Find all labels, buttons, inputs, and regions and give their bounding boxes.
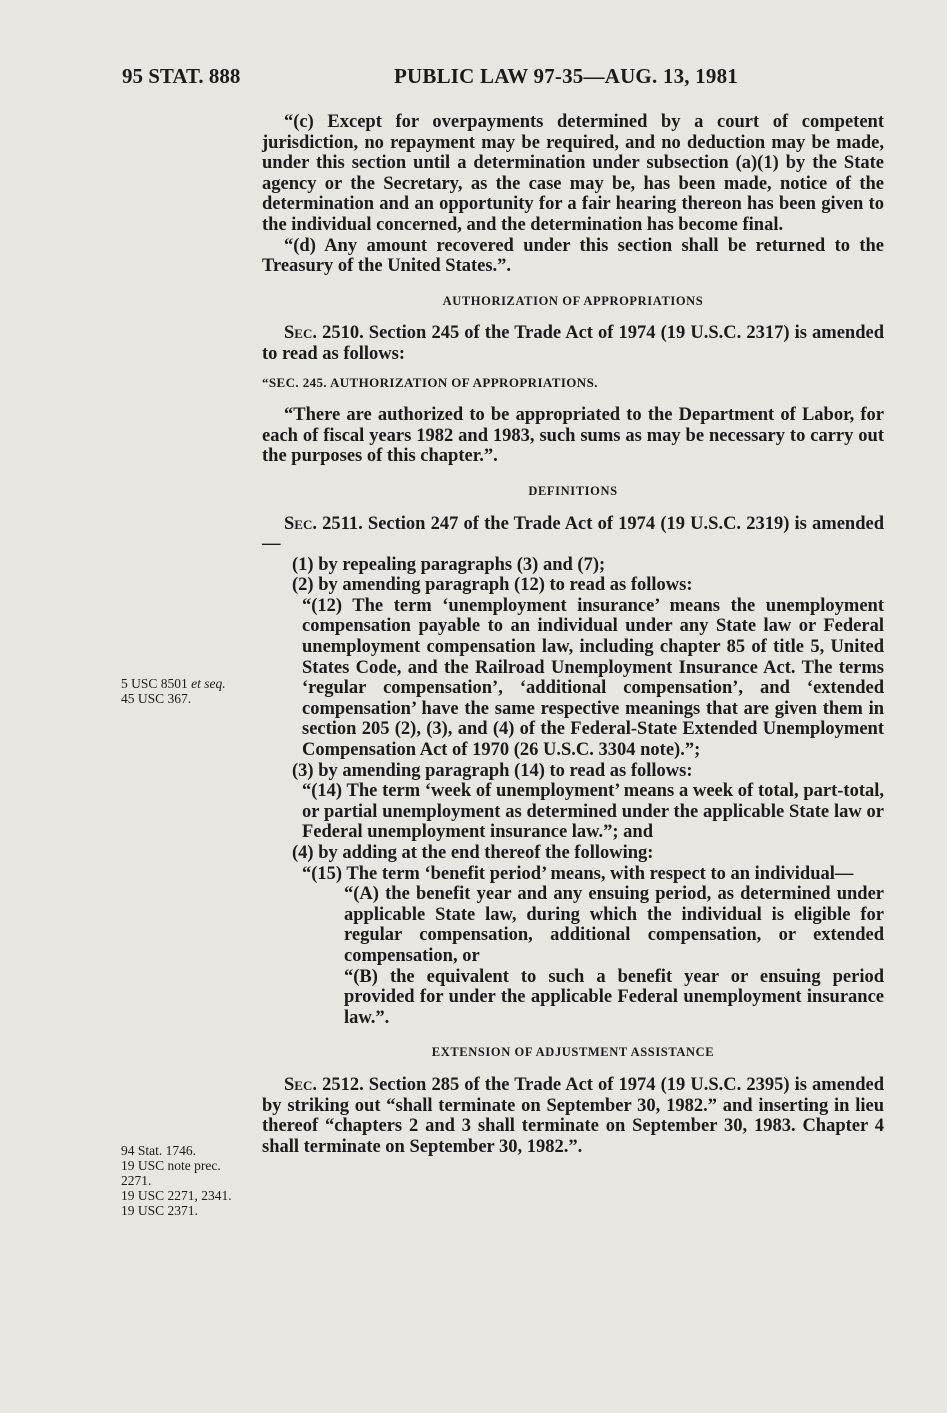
section-2510 (262, 323, 884, 364)
margin-notes-section-2512 (121, 1143, 236, 1218)
subsection-d: “(d) Any amount recovered under this section shall be returned to the Treasury of the United States.”. (262, 235, 884, 277)
section-2512 (262, 1075, 884, 1157)
section-2510-label: Sec. 2510. (284, 323, 364, 344)
heading-extension: EXTENSION OF ADJUSTMENT ASSISTANCE (431, 1045, 715, 1060)
margin-note-usc-2371: 19 USC 2371. (121, 1203, 198, 1218)
subsection-c: “(c) Except for overpayments determined by a court of competent jurisdiction, no repayment may be required, and no deduction may be made, under this section until a determination under subsection (a)(1) by the State agency or the Secretary, as the case may be, has been made, notice of the determination and an opportunity for a fair hearing thereon has been given to the individual concerned, and the determination has become final. (262, 112, 884, 235)
running-title: PUBLIC LAW 97-35—AUG. 13, 1981 (394, 64, 738, 88)
section-2511-text: Section 247 of the Trade Act of 1974 (19 U.S.C. 2319) is amended— (262, 513, 884, 555)
item-4-quote: “(15) The term ‘benefit period’ means, with respect to an individual— (302, 863, 854, 884)
item-3-quote: “(14) The term ‘week of unemployment’ means a week of total, part-total, or partial unemployment as determined under the applicable State law or Federal unemployment insurance law.”; and (302, 781, 884, 843)
section-2511 (262, 514, 884, 555)
item-4-subparagraph-b: “(B) the equivalent to such a benefit year or ensuing period provided for under the applicable Federal unemployment insurance law.”. (344, 966, 884, 1028)
section-2510-text: Section 245 of the Trade Act of 1974 (19 U.S.C. 2317) is amended to read as follows: (262, 323, 884, 364)
item-2-quote: “(12) The term ‘unemployment insurance’ means the unemployment compensation payable to an individual under any State law or Federal unemployment compensation law, including chapter 85 of title 5, United States Code, and the Railroad Unemployment Insurance Act. The terms ‘regular compensation’, ‘additional compensation’, and ‘extended compensation’ have the same respective meanings that are given them in section 205 (2), (3), and (4) of the Federal-State Extended Unemployment Compensation Act of 1970 (26 U.S.C. 3304 note).”; (302, 595, 884, 761)
margin-note-usc-8501 (121, 676, 236, 706)
main-text (262, 112, 884, 1157)
margin-note-usc-2271: 19 USC 2271, 2341. (121, 1188, 232, 1203)
margin-note-usc-note: 19 USC note prec. 2271. (121, 1158, 221, 1188)
item-2: (2) by amending paragraph (12) to read as follows: (292, 575, 693, 596)
margin-note-et-seq: et seq. (191, 676, 226, 691)
stat-page-number: 95 STAT. 888 (122, 64, 241, 88)
margin-note-usc-367: 45 USC 367. (121, 691, 192, 706)
item-1: (1) by repealing paragraphs (3) and (7); (292, 554, 606, 575)
section-2511-label: Sec. 2511. (284, 513, 363, 534)
item-3: (3) by amending paragraph (14) to read as follows: (292, 760, 693, 781)
item-4-subparagraph-a: “(A) the benefit year and any ensuing period, as determined under applicable State law, during which the individual is eligible for regular compensation, additional compensation, or extended compensation, or (344, 884, 884, 966)
section-245-heading: “SEC. 245. AUTHORIZATION OF APPROPRIATIONS. (262, 374, 598, 390)
section-2512-label: Sec. 2512. (284, 1074, 364, 1095)
item-4: (4) by adding at the end thereof the following: (292, 843, 654, 863)
heading-definitions: DEFINITIONS (528, 483, 618, 498)
margin-note-stat-1746: 94 Stat. 1746. (121, 1143, 197, 1158)
heading-authorization: AUTHORIZATION OF APPROPRIATIONS (442, 293, 704, 308)
section-2512-text: Section 285 of the Trade Act of 1974 (19 U.S.C. 2395) is amended by striking out “shall terminate on September 30, 1982.” and inserting in lieu thereof “chapters 2 and 3 shall terminate on September 30, 1983. Chapter 4 shall terminate on September 30, 1982.”. (262, 1074, 884, 1157)
section-245-text: “There are authorized to be appropriated to the Department of Labor, for each of fiscal years 1982 and 1983, such sums as may be necessary to carry out the purposes of this chapter.”. (262, 405, 884, 467)
margin-note-usc-8501-a: 5 USC 8501 (121, 676, 192, 691)
